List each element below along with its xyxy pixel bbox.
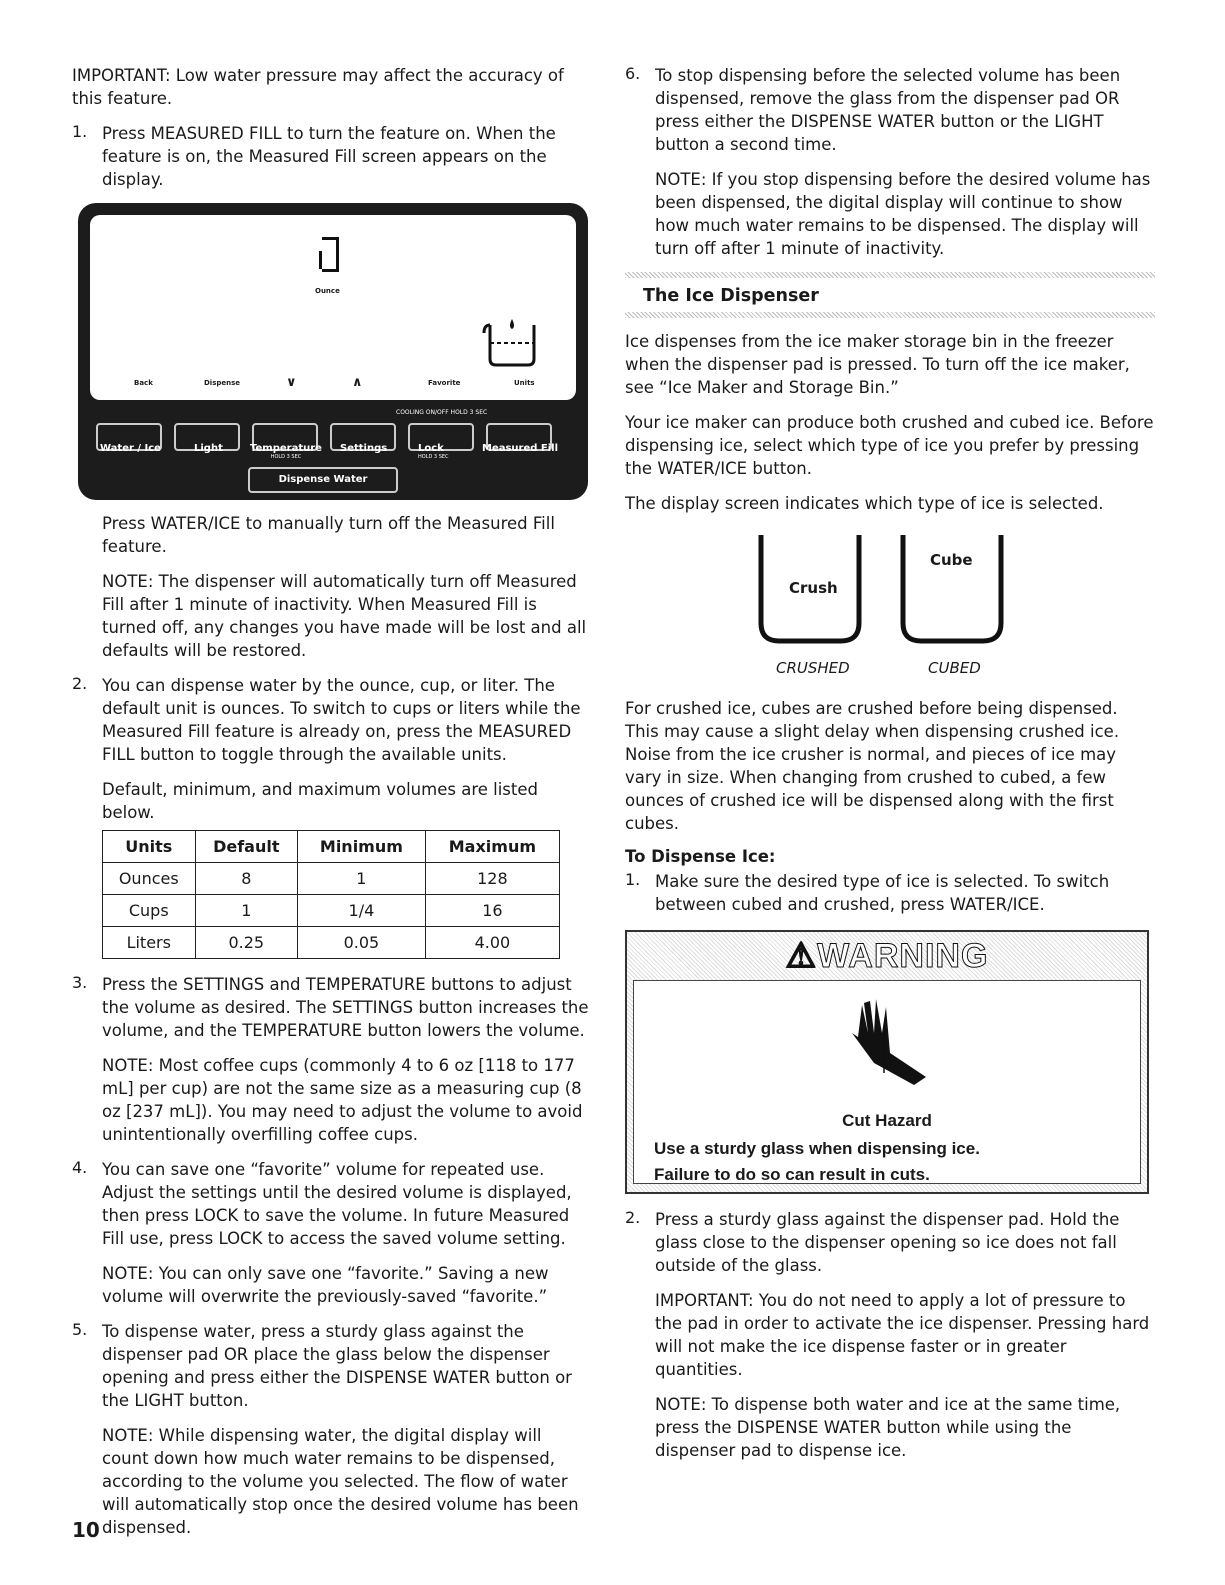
- divider: [625, 312, 1155, 318]
- light-label: Light: [194, 443, 223, 454]
- step-1-after: Press WATER/ICE to manually turn off the Measured Fill feature.: [102, 514, 555, 556]
- ice-paragraph-3: The display screen indicates which type of ice is selected.: [625, 494, 1104, 513]
- cooling-label: COOLING ON/OFF HOLD 3 SEC: [396, 409, 488, 416]
- dispense-water-button: Dispense Water: [248, 467, 398, 493]
- page-number: 10: [72, 1518, 100, 1542]
- table-row: Cups 1 1/4 16: [103, 895, 560, 927]
- step-2: 2. You can dispense water by the ounce, cup, or liter. The default unit is ounces. To switch to cups or liters while the Measured Fill feature is already on, press the MEASURED FILL button to toggle through the available units.: [72, 674, 592, 766]
- ice-paragraph-4: For crushed ice, cubes are crushed before being dispensed. This may cause a slight delay when dispensing crushed ice. Noise from the ice crusher is normal, and pieces of ice may vary in size. When changing from crushed to cubed, a few ounces of crushed ice will be dispensed along with the first cubes.: [625, 699, 1120, 833]
- warning-box: [625, 930, 1149, 1194]
- step-6-note: NOTE: If you stop dispensing before the desired volume has been dispensed, the digital display will continue to show how much water remains to be dispensed. The display will turn off after 1 minute of inactivity.: [655, 170, 1151, 258]
- step-1-text: Press MEASURED FILL to turn the feature on. When the feature is on, the Measured Fill screen appears on the display.: [102, 124, 556, 189]
- table-header: Units: [103, 831, 196, 863]
- step-5: 5. To dispense water, press a sturdy glass against the dispenser pad OR place the glass below the dispenser opening and press either the DISPENSE WATER button or the LIGHT button.: [72, 1320, 592, 1412]
- water-ice-label: Water / Ice: [100, 443, 161, 454]
- lock-label: Lock HOLD 3 SEC: [418, 443, 449, 460]
- ice-paragraph-1: Ice dispenses from the ice maker storage bin in the freezer when the dispenser pad is pressed. To turn off the ice maker, see “Ice Maker and Storage Bin.”: [625, 332, 1130, 397]
- step-5-note: NOTE: While dispensing water, the digital display will count down how much water remains to be dispensed, according to the volume you selected. The flow of water will automatically stop once the desired volume has been dispensed.: [102, 1426, 579, 1537]
- step-3-text: Press the SETTINGS and TEMPERATURE buttons to adjust the volume as desired. The SETTINGS button increases the volume, and the TEMPERATURE button lowers the volume.: [102, 975, 589, 1040]
- measured-fill-label: Measured Fill: [482, 443, 559, 454]
- chevron-up-icon: ∧: [352, 375, 363, 390]
- step-6: 6. To stop dispensing before the selected volume has been dispensed, remove the glass from the dispenser pad OR press either the DISPENSE WATER button or the LIGHT button a second time.: [625, 64, 1155, 156]
- chevron-down-icon: ∨: [286, 375, 297, 390]
- step-4-text: You can save one “favorite” volume for repeated use. Adjust the settings until the desired volume is displayed, then press LOCK to save the volume. In future Measured Fill use, press LOCK to access the saved volume setting.: [102, 1160, 572, 1248]
- table-header: Minimum: [298, 831, 426, 863]
- cubed-caption: CUBED: [928, 659, 981, 677]
- favorite-label: Favorite: [428, 379, 461, 387]
- ice-step-1: 1. Make sure the desired type of ice is selected. To switch between cubed and crushed, press WATER/ICE.: [625, 870, 1155, 916]
- step-1: 1. Press MEASURED FILL to turn the feature on. When the feature is on, the Measured Fill screen appears on the display.: [72, 122, 592, 191]
- ice-step-1-text: Make sure the desired type of ice is selected. To switch between cubed and crushed, press WATER/ICE.: [655, 872, 1110, 914]
- temperature-label: Temperature HOLD 3 SEC: [250, 443, 322, 460]
- step-2-text: You can dispense water by the ounce, cup, or liter. The default unit is ounces. To switch to cups or liters while the Measured Fill feature is already on, press the MEASURED FILL button to toggle through the available units.: [102, 676, 581, 764]
- step-2-b: Default, minimum, and maximum volumes are listed below.: [102, 780, 538, 822]
- step-6-text: To stop dispensing before the selected volume has been dispensed, remove the glass from the dispenser pad OR press either the DISPENSE WATER button or the LIGHT button a second time.: [655, 66, 1121, 154]
- ice-paragraph-2: Your ice maker can produce both crushed and cubed ice. Before dispensing ice, select which type of ice you prefer by pressing the WATER/ICE button.: [625, 413, 1154, 478]
- warning-title: ⚠WARNING: [785, 937, 989, 975]
- table-row: Liters 0.25 0.05 4.00: [103, 927, 560, 959]
- left-column: [72, 64, 592, 1551]
- important-note: IMPORTANT: Low water pressure may affect the accuracy of this feature.: [72, 66, 564, 108]
- step-5-text: To dispense water, press a sturdy glass against the dispenser pad OR place the glass below the dispenser opening and press either the DISPENSE WATER button or the LIGHT button.: [102, 1322, 572, 1410]
- cup-fill-icon: [482, 315, 542, 367]
- right-column: [625, 64, 1155, 1474]
- crush-label: Crush: [789, 579, 838, 597]
- ice-type-illustration: [625, 533, 1155, 683]
- volume-table: [102, 830, 560, 959]
- back-label: Back: [134, 379, 153, 387]
- step-3-note: NOTE: Most coffee cups (commonly 4 to 6 oz [118 to 177 mL] per cup) are not the same size as a measuring cup (8 oz [237 mL]). You may need to adjust the volume to avoid unintentionally overfilling coffee cups.: [102, 1056, 583, 1144]
- step-1-note: NOTE: The dispenser will automatically turn off Measured Fill after 1 minute of inactivity. When Measured Fill is turned off, any changes you have made will be lost and all defaults will be restored.: [102, 572, 587, 660]
- step-4: 4. You can save one “favorite” volume for repeated use. Adjust the settings until the desired volume is displayed, then press LOCK to save the volume. In future Measured Fill use, press LOCK to access the saved volume setting.: [72, 1158, 592, 1250]
- display-screen: [90, 215, 576, 400]
- hazard-title: Cut Hazard: [842, 1111, 932, 1130]
- cube-label: Cube: [930, 551, 973, 569]
- step-4-note: NOTE: You can only save one “favorite.” Saving a new volume will overwrite the previously-saved “favorite.”: [102, 1264, 549, 1306]
- units-label: Units: [514, 379, 535, 387]
- ice-step-2-text: Press a sturdy glass against the dispenser pad. Hold the glass close to the dispenser opening so ice does not fall outside of the glass.: [655, 1210, 1120, 1275]
- dispense-label: Dispense: [204, 379, 241, 387]
- table-header: Default: [195, 831, 298, 863]
- table-header: Maximum: [425, 831, 559, 863]
- cut-hazard-hand-icon: [844, 993, 934, 1093]
- warning-line-2: Failure to do so can result in cuts.: [654, 1165, 930, 1184]
- control-panel-illustration: [78, 203, 588, 500]
- ice-step-2-important: IMPORTANT: You do not need to apply a lot of pressure to the pad in order to activate the ice dispenser. Pressing hard will not make the ice dispense faster or in greater quantities.: [655, 1291, 1150, 1379]
- table-row: Ounces 8 1 128: [103, 863, 560, 895]
- settings-label: Settings: [340, 443, 388, 454]
- ice-step-2-note: NOTE: To dispense both water and ice at the same time, press the DISPENSE WATER button while using the dispenser pad to dispense ice.: [655, 1395, 1121, 1460]
- crushed-caption: CRUSHED: [776, 659, 850, 677]
- warning-line-1: Use a sturdy glass when dispensing ice.: [654, 1139, 980, 1158]
- divider: [625, 272, 1155, 278]
- ice-step-2: 2. Press a sturdy glass against the dispenser pad. Hold the glass close to the dispenser opening so ice does not fall outside of the glass.: [625, 1208, 1155, 1277]
- section-title: The Ice Dispenser: [643, 286, 819, 306]
- unit-label: Ounce: [315, 287, 340, 295]
- step-3: 3. Press the SETTINGS and TEMPERATURE buttons to adjust the volume as desired. The SETTINGS button increases the volume, and the TEMPERATURE button lowers the volume.: [72, 973, 592, 1042]
- dispense-ice-heading: To Dispense Ice:: [625, 847, 776, 866]
